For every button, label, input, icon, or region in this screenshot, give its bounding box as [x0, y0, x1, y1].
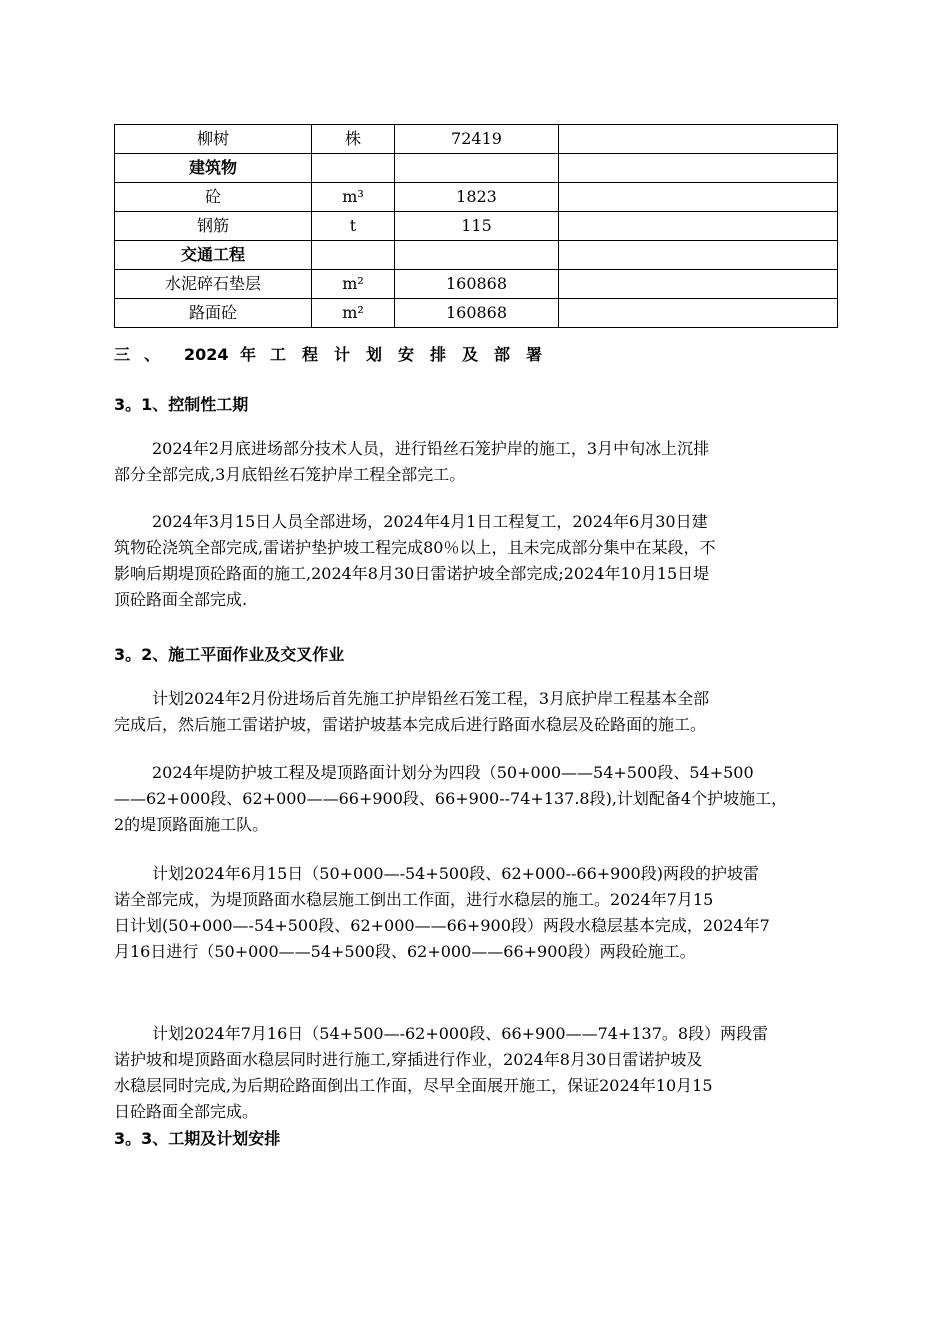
item-quantity: 115 [395, 212, 559, 241]
text-line: 计划2024年2月份进场后首先施工护岸铅丝石笼工程，3月底护岸工程基本全部 [152, 689, 710, 708]
title-char: 排 [430, 345, 447, 364]
title-char: 工 [270, 345, 287, 364]
text-line: ——62+000段、62+000——66+900段、66+900--74+137.8段),计划配备4个护坡施工， [114, 789, 788, 808]
title-char: 安 [398, 345, 415, 364]
item-unit: t [312, 212, 395, 241]
paragraph [114, 686, 836, 738]
paragraph [114, 861, 836, 965]
heading-3-2: 3。2、施工平面作业及交叉作业 [114, 645, 345, 664]
item-unit: m² [312, 270, 395, 299]
item-unit: m² [312, 299, 395, 328]
item-note [559, 212, 838, 241]
title-char: 三 [114, 345, 131, 364]
title-char: 部 [494, 345, 511, 364]
title-char: 年 [240, 345, 257, 364]
heading-3-3: 3。3、工期及计划安排 [114, 1129, 281, 1148]
section-3-title [114, 344, 584, 366]
heading-3-1: 3。1、控制性工期 [114, 395, 249, 414]
table-row [115, 212, 838, 241]
title-char: 划 [366, 345, 383, 364]
text-line: 计划2024年7月16日（54+500—-62+000段、66+900——74+137。8段）两段雷 [152, 1024, 769, 1043]
text-line: 2024年2月底进场部分技术人员，进行铅丝石笼护岸的施工，3月中旬冰上沉排 [152, 439, 710, 458]
table-row [115, 183, 838, 212]
item-quantity: 72419 [395, 125, 559, 154]
category-name: 建筑物 [115, 154, 312, 183]
item-unit [312, 154, 395, 183]
paragraph [114, 760, 836, 838]
text-line: 水稳层同时完成,为后期砼路面倒出工作面，尽早全面展开施工，保证2024年10月15 [114, 1076, 713, 1095]
item-quantity [395, 241, 559, 270]
text-line: 诺护坡和堤顶路面水稳层同时进行施工,穿插进行作业，2024年8月30日雷诺护坡及 [114, 1050, 703, 1069]
title-char: 2024 [184, 345, 229, 364]
text-line: 日计划(50+000—-54+500段、62+000——66+900段）两段水稳层基本完成，2024年7 [114, 916, 770, 935]
table-row [115, 270, 838, 299]
title-char: 署 [526, 345, 543, 364]
text-line: 2024年堤防护坡工程及堤顶路面计划分为四段（50+000——54+500段、54+500 [152, 763, 754, 782]
table-row [115, 154, 838, 183]
item-quantity: 1823 [395, 183, 559, 212]
text-line: 2024年3月15日人员全部进场，2024年4月1日工程复工，2024年6月30日建 [152, 512, 708, 531]
item-note [559, 270, 838, 299]
item-quantity: 160868 [395, 299, 559, 328]
text-line: 2的堤顶路面施工队。 [114, 815, 269, 834]
paragraph [114, 1021, 836, 1125]
item-quantity [395, 154, 559, 183]
text-line: 诺全部完成，为堤顶路面水稳层施工倒出工作面，进行水稳层的施工。2024年7月15 [114, 890, 714, 909]
title-char: 、 [144, 345, 161, 364]
table-row [115, 241, 838, 270]
title-char: 及 [462, 345, 479, 364]
item-note [559, 299, 838, 328]
title-char: 程 [302, 345, 319, 364]
paragraph [114, 509, 836, 613]
text-line: 日砼路面全部完成。 [114, 1102, 259, 1121]
quantity-table [114, 124, 838, 328]
item-note [559, 154, 838, 183]
text-line: 部分全部完成,3月底铅丝石笼护岸工程全部完工。 [114, 465, 466, 484]
item-unit [312, 241, 395, 270]
item-name: 砼 [115, 183, 312, 212]
category-name: 交通工程 [115, 241, 312, 270]
table-row [115, 299, 838, 328]
text-line: 筑物砼浇筑全部完成,雷诺护垫护坡工程完成80％以上，且未完成部分集中在某段，不 [114, 538, 716, 557]
item-name: 路面砼 [115, 299, 312, 328]
text-line: 计划2024年6月15日（50+000—-54+500段、62+000--66+900段)两段的护坡雷 [152, 864, 759, 883]
item-note [559, 241, 838, 270]
item-name: 水泥碎石垫层 [115, 270, 312, 299]
item-note [559, 183, 838, 212]
table-row [115, 125, 838, 154]
title-char: 计 [334, 345, 351, 364]
item-quantity: 160868 [395, 270, 559, 299]
item-name: 柳树 [115, 125, 312, 154]
text-line: 月16日进行（50+000——54+500段、62+000——66+900段）两段砼施工。 [114, 942, 696, 961]
item-name: 钢筋 [115, 212, 312, 241]
text-line: 完成后，然后施工雷诺护坡，雷诺护坡基本完成后进行路面水稳层及砼路面的施工。 [114, 715, 707, 734]
item-unit: 株 [312, 125, 395, 154]
paragraph [114, 436, 836, 488]
item-note [559, 125, 838, 154]
text-line: 顶砼路面全部完成. [114, 590, 248, 609]
item-unit: m³ [312, 183, 395, 212]
text-line: 影响后期堤顶砼路面的施工,2024年8月30日雷诺护坡全部完成;2024年10月15日堤 [114, 564, 710, 583]
